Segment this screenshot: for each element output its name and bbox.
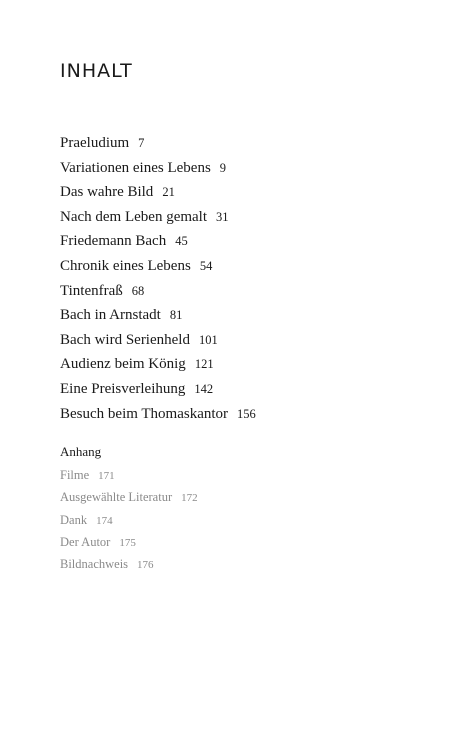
toc-entry-page: 156 (237, 406, 256, 421)
appendix-list (60, 464, 198, 575)
appendix-entry-title: Filme (60, 468, 90, 482)
appendix-entry-title: Der Autor (60, 534, 111, 549)
toc-entry-page: 7 (138, 136, 145, 150)
table-of-contents (60, 131, 256, 426)
toc-entry-title: Tintenfraß (60, 282, 123, 299)
toc-entry (60, 254, 256, 279)
toc-entry (60, 229, 256, 254)
appendix-heading: Anhang (60, 444, 102, 459)
contents-heading: INHALT (60, 60, 133, 82)
toc-entry (60, 352, 256, 377)
appendix-entry-page: 175 (119, 536, 136, 549)
toc-entry (60, 328, 256, 353)
toc-entry-page: 121 (194, 357, 214, 372)
toc-entry-page: 9 (219, 160, 227, 175)
appendix-entry (60, 531, 198, 553)
toc-entry (60, 180, 256, 205)
toc-entry-title: Besuch beim Thomaskantor (60, 405, 229, 422)
appendix-entry-title: Dank (60, 512, 88, 527)
toc-entry-title: Bach wird Serienheld (60, 331, 190, 348)
toc-entry-page: 81 (169, 308, 183, 323)
toc-entry-page: 101 (198, 332, 218, 347)
toc-entry-title: Chronik eines Lebens (60, 257, 191, 274)
toc-entry (60, 303, 256, 328)
toc-entry-title: Eine Preisverleihung (60, 380, 186, 397)
appendix-entry-title: Bildnachweis (60, 557, 129, 572)
appendix-entry (60, 509, 198, 531)
toc-entry (60, 131, 256, 156)
toc-entry (60, 279, 256, 304)
toc-entry-title: Praeludium (60, 135, 130, 151)
appendix-entry (60, 553, 198, 575)
appendix-entry (60, 464, 198, 486)
toc-entry-title: Bach in Arnstadt (60, 307, 161, 324)
appendix-entry-title: Ausgewählte Literatur (60, 490, 173, 505)
toc-entry-page: 21 (162, 185, 175, 200)
toc-entry (60, 402, 256, 427)
appendix-entry (60, 486, 198, 508)
toc-entry (60, 205, 256, 230)
toc-entry-title: Friedemann Bach (60, 233, 167, 250)
toc-entry-page: 31 (216, 209, 229, 224)
toc-entry-title: Audienz beim König (60, 356, 186, 373)
toc-entry (60, 156, 256, 181)
toc-entry (60, 377, 256, 402)
toc-entry-page: 68 (131, 283, 145, 298)
toc-entry-title: Variationen eines Lebens (60, 159, 211, 176)
toc-entry-page: 142 (194, 381, 214, 396)
appendix-entry-page: 172 (181, 492, 198, 505)
toc-entry-title: Das wahre Bild (60, 184, 154, 201)
appendix-entry-page: 174 (96, 514, 113, 527)
appendix-entry-page: 176 (137, 559, 154, 572)
toc-entry-page: 45 (175, 234, 188, 249)
toc-entry-title: Nach dem Leben gemalt (60, 208, 208, 225)
toc-entry-page: 54 (199, 258, 213, 273)
appendix-entry-page: 171 (98, 470, 115, 482)
